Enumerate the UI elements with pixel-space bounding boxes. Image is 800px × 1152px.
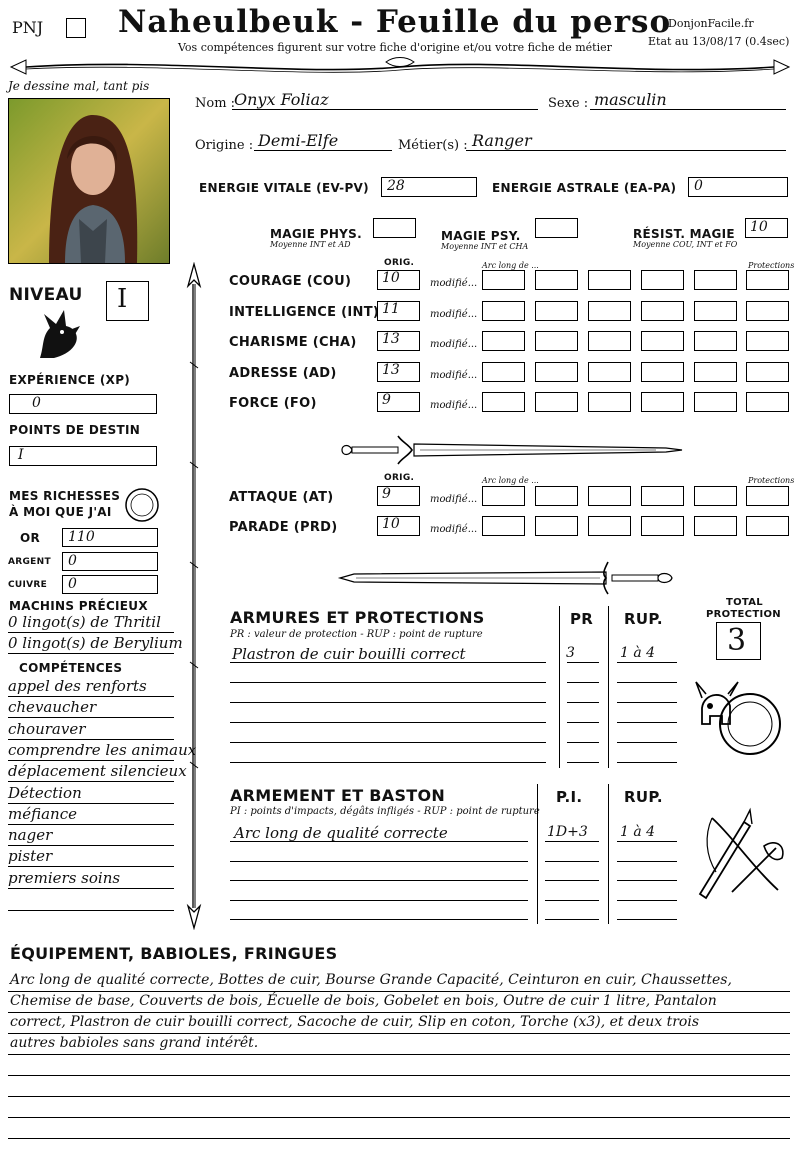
resist-magic-sub: Moyenne COU, INT et FO bbox=[633, 240, 738, 249]
stat-modifier-box[interactable] bbox=[482, 301, 525, 321]
stat-label: CHARISME (CHA) bbox=[229, 335, 357, 350]
stat-orig-value: 13 bbox=[382, 331, 400, 347]
weapon-line bbox=[230, 861, 528, 862]
sex-line bbox=[590, 109, 786, 110]
stat-orig-value: 10 bbox=[382, 270, 400, 286]
combat-protections-label: Protections bbox=[748, 476, 795, 485]
weapon-rup-line bbox=[617, 919, 677, 920]
stat-modifier-box[interactable] bbox=[482, 362, 525, 382]
helmet-shield-icon bbox=[694, 678, 786, 760]
stat-label: FORCE (FO) bbox=[229, 396, 317, 411]
precious-line bbox=[8, 653, 174, 654]
stat-modifier-box[interactable] bbox=[746, 270, 789, 290]
equipment-line-text[interactable]: autres babioles sans grand intérêt. bbox=[10, 1035, 259, 1051]
stat-modifier-box[interactable] bbox=[746, 392, 789, 412]
combat-modifier-box[interactable] bbox=[535, 516, 578, 536]
stat-orig-box[interactable] bbox=[377, 392, 420, 412]
equipment-line-text[interactable]: correct, Plastron de cuir bouilli correct, Sacoche de cuir, Slip en coton, Torche (x3), et deux trois bbox=[10, 1014, 700, 1030]
sex-value[interactable]: masculin bbox=[594, 90, 667, 109]
copper-value: 0 bbox=[68, 576, 77, 592]
stat-modifier-box[interactable] bbox=[588, 362, 631, 382]
sword-divider-bottom bbox=[336, 560, 686, 598]
armor-line bbox=[230, 722, 546, 723]
stat-modifier-box[interactable] bbox=[746, 362, 789, 382]
stat-modifier-box[interactable] bbox=[588, 392, 631, 412]
precious-item[interactable]: 0 lingot(s) de Thritil bbox=[8, 613, 161, 631]
stat-modifier-box[interactable] bbox=[694, 392, 737, 412]
armor-rup-header: RUP. bbox=[624, 610, 663, 628]
magic-phys-box[interactable] bbox=[373, 218, 416, 238]
level-value: I bbox=[117, 284, 128, 314]
total-protection-label-2: PROTECTION bbox=[706, 609, 781, 620]
stat-modifier-box[interactable] bbox=[535, 331, 578, 351]
combat-orig-value: 9 bbox=[382, 486, 391, 502]
gold-label: OR bbox=[20, 531, 41, 545]
stat-modifier-box[interactable] bbox=[641, 270, 684, 290]
weapon-pi-line bbox=[545, 841, 599, 842]
stat-orig-value: 13 bbox=[382, 361, 400, 378]
spear-divider bbox=[182, 262, 206, 930]
skill-item[interactable]: Détection bbox=[8, 783, 82, 802]
stats-arc-label: Arc long de ... bbox=[482, 261, 539, 270]
sex-label: Sexe : bbox=[548, 96, 589, 111]
stat-modified-label: modifié... bbox=[430, 369, 478, 381]
stat-modified-label: modifié... bbox=[430, 308, 478, 320]
precious-item[interactable]: 0 lingot(s) de Berylium bbox=[8, 634, 183, 652]
copper-label: CUIVRE bbox=[8, 580, 48, 590]
portrait-caption: Je dessine mal, tant pis bbox=[8, 79, 150, 93]
combat-label: ATTAQUE (AT) bbox=[229, 490, 334, 505]
origin-line bbox=[254, 150, 392, 151]
armor-pr[interactable]: 3 bbox=[566, 645, 575, 661]
dragon-icon bbox=[34, 306, 84, 362]
equipment-line-text[interactable]: Chemise de base, Couverts de bois, Écuelle de bois, Gobelet en bois, Outre de cuir 1 litre, Pantalon bbox=[10, 993, 717, 1009]
level-label: NIVEAU bbox=[9, 285, 83, 305]
stat-modifier-box[interactable] bbox=[482, 392, 525, 412]
weapon-rup-line bbox=[617, 841, 677, 842]
equipment-line-text[interactable]: Arc long de qualité correcte, Bottes de cuir, Bourse Grande Capacité, Ceinturon en cuir, Chaussettes, bbox=[10, 972, 732, 988]
origin-value[interactable]: Demi-Elfe bbox=[258, 131, 339, 150]
weapons-title: ARMEMENT ET BASTON bbox=[230, 786, 446, 805]
combat-modifier-box[interactable] bbox=[588, 486, 631, 506]
stat-modifier-box[interactable] bbox=[588, 270, 631, 290]
ev-box[interactable] bbox=[381, 177, 477, 197]
armor-subtitle: PR : valeur de protection - RUP : point de rupture bbox=[230, 629, 483, 640]
portrait-image bbox=[8, 98, 170, 264]
stat-modifier-box[interactable] bbox=[482, 270, 525, 290]
stat-orig-box[interactable] bbox=[377, 331, 420, 351]
name-label: Nom : bbox=[195, 96, 236, 111]
silver-value: 0 bbox=[68, 553, 77, 569]
weapon-rup[interactable]: 1 à 4 bbox=[620, 824, 656, 840]
combat-modifier-box[interactable] bbox=[482, 516, 525, 536]
skill-item[interactable]: chevaucher bbox=[8, 698, 97, 717]
armor-pr-line bbox=[567, 682, 599, 683]
name-line bbox=[232, 109, 538, 110]
skill-item[interactable]: appel des renforts bbox=[8, 677, 147, 695]
copper-box[interactable] bbox=[62, 575, 158, 594]
weapon-line bbox=[230, 919, 528, 920]
skill-line bbox=[8, 760, 174, 761]
combat-modifier-box[interactable] bbox=[746, 516, 789, 536]
stat-modifier-box[interactable] bbox=[588, 301, 631, 321]
weapon-pi-line bbox=[545, 861, 599, 862]
stat-modifier-box[interactable] bbox=[694, 270, 737, 290]
stats-protections-label: Protections bbox=[748, 261, 795, 270]
gold-value: 110 bbox=[68, 529, 95, 545]
precious-label: MACHINS PRÉCIEUX bbox=[9, 599, 148, 613]
page-title: Naheulbeuk - Feuille du perso bbox=[118, 4, 672, 40]
equipment-line bbox=[8, 1054, 790, 1055]
pnj-label: PNJ bbox=[12, 18, 44, 37]
stat-orig-box[interactable] bbox=[377, 362, 420, 382]
armor-title: ARMURES ET PROTECTIONS bbox=[230, 608, 485, 627]
xp-box[interactable] bbox=[9, 394, 157, 414]
header-divider bbox=[6, 54, 794, 80]
stat-modifier-box[interactable] bbox=[694, 362, 737, 382]
armor-pr-line bbox=[567, 702, 599, 703]
combat-orig-box[interactable] bbox=[377, 516, 420, 536]
weapons-divider-2 bbox=[608, 784, 609, 924]
stat-modifier-box[interactable] bbox=[588, 331, 631, 351]
name-value[interactable]: Onyx Foliaz bbox=[234, 90, 329, 109]
ea-value: 0 bbox=[694, 178, 703, 194]
skill-line bbox=[8, 739, 174, 740]
magic-psy-box[interactable] bbox=[535, 218, 578, 238]
stat-modifier-box[interactable] bbox=[535, 270, 578, 290]
stat-modifier-box[interactable] bbox=[746, 331, 789, 351]
skill-line bbox=[8, 866, 174, 867]
armor-pr-line bbox=[567, 762, 599, 763]
stat-label: COURAGE (COU) bbox=[229, 274, 352, 289]
combat-modifier-box[interactable] bbox=[641, 486, 684, 506]
combat-modifier-box[interactable] bbox=[535, 486, 578, 506]
silver-label: ARGENT bbox=[8, 557, 51, 567]
combat-modifier-box[interactable] bbox=[588, 516, 631, 536]
job-value[interactable]: Ranger bbox=[472, 131, 532, 150]
weapon-pi-line bbox=[545, 880, 599, 881]
weapons-subtitle: PI : points d'impacts, dégâts infligés - RUP : point de rupture bbox=[230, 806, 540, 817]
silver-box[interactable] bbox=[62, 552, 158, 571]
magic-phys-sub: Moyenne INT et AD bbox=[270, 240, 351, 249]
weapon-name[interactable]: Arc long de qualité correcte bbox=[234, 824, 448, 842]
armor-rup-line bbox=[617, 702, 677, 703]
combat-modifier-box[interactable] bbox=[694, 516, 737, 536]
crossed-weapons-icon bbox=[692, 806, 790, 902]
magic-phys-label: MAGIE PHYS. bbox=[270, 227, 362, 241]
weapons-rup-header: RUP. bbox=[624, 788, 663, 806]
total-protection-value: 3 bbox=[727, 623, 747, 658]
skill-line bbox=[8, 910, 174, 911]
weapon-rup-line bbox=[617, 900, 677, 901]
ea-box[interactable] bbox=[688, 177, 788, 197]
stat-modified-label: modifié... bbox=[430, 339, 478, 350]
armor-line bbox=[230, 702, 546, 703]
ev-value: 28 bbox=[387, 178, 405, 194]
stat-orig-box[interactable] bbox=[377, 301, 420, 321]
armor-name[interactable]: Plastron de cuir bouilli correct bbox=[232, 645, 466, 663]
stat-modifier-box[interactable] bbox=[694, 301, 737, 321]
weapon-pi-line bbox=[545, 900, 599, 901]
job-label: Métier(s) : bbox=[398, 138, 468, 153]
stat-modifier-box[interactable] bbox=[535, 362, 578, 382]
weapon-line bbox=[230, 900, 528, 901]
skill-item[interactable]: comprendre les animaux bbox=[8, 740, 197, 759]
armor-divider-2 bbox=[608, 606, 609, 768]
pnj-checkbox[interactable] bbox=[66, 18, 86, 38]
total-protection-label-1: TOTAL bbox=[726, 597, 763, 608]
equipment-line bbox=[8, 1075, 790, 1076]
stat-orig-box[interactable] bbox=[377, 270, 420, 290]
weapon-rup-line bbox=[617, 880, 677, 881]
weapon-rup-line bbox=[617, 861, 677, 862]
weapon-line bbox=[230, 880, 528, 881]
xp-label: EXPÉRIENCE (XP) bbox=[9, 373, 131, 387]
combat-modifier-box[interactable] bbox=[694, 486, 737, 506]
wealth-label-2: À MOI QUE J'AI bbox=[9, 505, 112, 519]
armor-rup-line bbox=[617, 742, 677, 743]
armor-line bbox=[230, 662, 546, 663]
skill-item[interactable]: déplacement silencieux bbox=[8, 762, 187, 781]
weapon-line bbox=[230, 841, 528, 842]
combat-orig-box[interactable] bbox=[377, 486, 420, 506]
combat-orig-value: 10 bbox=[382, 516, 400, 532]
armor-rup-line bbox=[617, 682, 677, 683]
stat-modifier-box[interactable] bbox=[641, 301, 684, 321]
armor-line bbox=[230, 762, 546, 763]
equipment-line bbox=[8, 1117, 790, 1118]
stat-modifier-box[interactable] bbox=[641, 392, 684, 412]
weapon-pi[interactable]: 1D+3 bbox=[547, 824, 588, 840]
skill-line bbox=[8, 781, 174, 782]
version-text: Etat au 13/08/17 (0.4sec) bbox=[648, 35, 790, 48]
combat-arc-label: Arc long de ... bbox=[482, 476, 539, 485]
total-protection-box[interactable] bbox=[716, 622, 761, 660]
skill-item[interactable]: premiers soins bbox=[8, 868, 121, 887]
skill-item[interactable]: chouraver bbox=[8, 719, 86, 738]
armor-rup[interactable]: 1 à 4 bbox=[620, 645, 656, 661]
armor-pr-line bbox=[567, 662, 599, 663]
stats-orig-label: ORIG. bbox=[384, 258, 415, 268]
armor-pr-line bbox=[567, 742, 599, 743]
coin-icon bbox=[124, 487, 160, 523]
stat-modified-label: modifié... bbox=[430, 400, 478, 411]
stat-orig-value: 11 bbox=[382, 300, 400, 317]
armor-line bbox=[230, 682, 546, 683]
skill-item[interactable]: pister bbox=[8, 847, 53, 866]
destiny-label: POINTS DE DESTIN bbox=[9, 423, 141, 437]
resist-magic-label: RÉSIST. MAGIE bbox=[633, 227, 735, 241]
skill-item[interactable]: nager bbox=[8, 826, 53, 845]
combat-modified-label: modifié... bbox=[430, 494, 478, 505]
equipment-line bbox=[8, 1138, 790, 1139]
magic-psy-label: MAGIE PSY. bbox=[441, 229, 521, 243]
magic-psy-sub: Moyenne INT et CHA bbox=[441, 242, 529, 251]
stat-modifier-box[interactable] bbox=[535, 392, 578, 412]
resist-magic-box[interactable] bbox=[745, 218, 788, 238]
combat-orig-label: ORIG. bbox=[384, 473, 415, 483]
combat-label: PARADE (PRD) bbox=[229, 520, 338, 535]
xp-value: 0 bbox=[32, 395, 41, 411]
ea-label: ENERGIE ASTRALE (EA-PA) bbox=[492, 181, 677, 195]
skill-line bbox=[8, 824, 174, 825]
equipment-line bbox=[8, 1033, 790, 1034]
stat-label: ADRESSE (AD) bbox=[229, 365, 337, 381]
skill-line bbox=[8, 888, 174, 889]
site-name: DonjonFacile.fr bbox=[668, 17, 754, 30]
equipment-line bbox=[8, 991, 790, 992]
skills-label: COMPÉTENCES bbox=[19, 661, 123, 675]
stat-orig-value: 9 bbox=[382, 392, 391, 408]
level-box[interactable] bbox=[106, 281, 149, 321]
ev-label: ENERGIE VITALE (EV-PV) bbox=[199, 181, 369, 195]
precious-line bbox=[8, 632, 174, 633]
stat-modifier-box[interactable] bbox=[641, 331, 684, 351]
combat-modifier-box[interactable] bbox=[641, 516, 684, 536]
resist-magic-value: 10 bbox=[750, 219, 768, 235]
destiny-box[interactable] bbox=[9, 446, 157, 466]
stat-modified-label: modifié... bbox=[430, 278, 478, 289]
stat-modifier-box[interactable] bbox=[482, 331, 525, 351]
equipment-line bbox=[8, 1012, 790, 1013]
armor-rup-line bbox=[617, 662, 677, 663]
weapons-pi-header: P.I. bbox=[556, 788, 583, 806]
page-subtitle: Vos compétences figurent sur votre fiche d'origine et/ou votre fiche de métier bbox=[178, 41, 612, 54]
gold-box[interactable] bbox=[62, 528, 158, 547]
weapons-divider-1 bbox=[537, 784, 538, 924]
armor-rup-line bbox=[617, 762, 677, 763]
combat-modifier-box[interactable] bbox=[482, 486, 525, 506]
stat-label: INTELLIGENCE (INT) bbox=[229, 304, 380, 320]
combat-modified-label: modifié... bbox=[430, 524, 478, 535]
skill-item[interactable]: méfiance bbox=[8, 804, 77, 823]
origin-label: Origine : bbox=[195, 138, 254, 153]
sword-divider-top bbox=[336, 428, 686, 472]
wealth-label-1: MES RICHESSES bbox=[9, 489, 121, 503]
skill-line bbox=[8, 717, 174, 718]
equipment-line bbox=[8, 1096, 790, 1097]
armor-pr-line bbox=[567, 722, 599, 723]
equipment-title: ÉQUIPEMENT, BABIOLES, FRINGUES bbox=[10, 944, 338, 963]
skill-line bbox=[8, 845, 174, 846]
destiny-value: I bbox=[18, 447, 24, 463]
stat-modifier-box[interactable] bbox=[694, 331, 737, 351]
armor-pr-header: PR bbox=[570, 610, 594, 628]
armor-divider-1 bbox=[559, 606, 560, 768]
stat-modifier-box[interactable] bbox=[535, 301, 578, 321]
job-line bbox=[466, 150, 786, 151]
skill-line bbox=[8, 696, 174, 697]
armor-line bbox=[230, 742, 546, 743]
stat-modifier-box[interactable] bbox=[746, 301, 789, 321]
weapon-pi-line bbox=[545, 919, 599, 920]
stat-modifier-box[interactable] bbox=[641, 362, 684, 382]
armor-rup-line bbox=[617, 722, 677, 723]
combat-modifier-box[interactable] bbox=[746, 486, 789, 506]
skill-line bbox=[8, 803, 174, 804]
